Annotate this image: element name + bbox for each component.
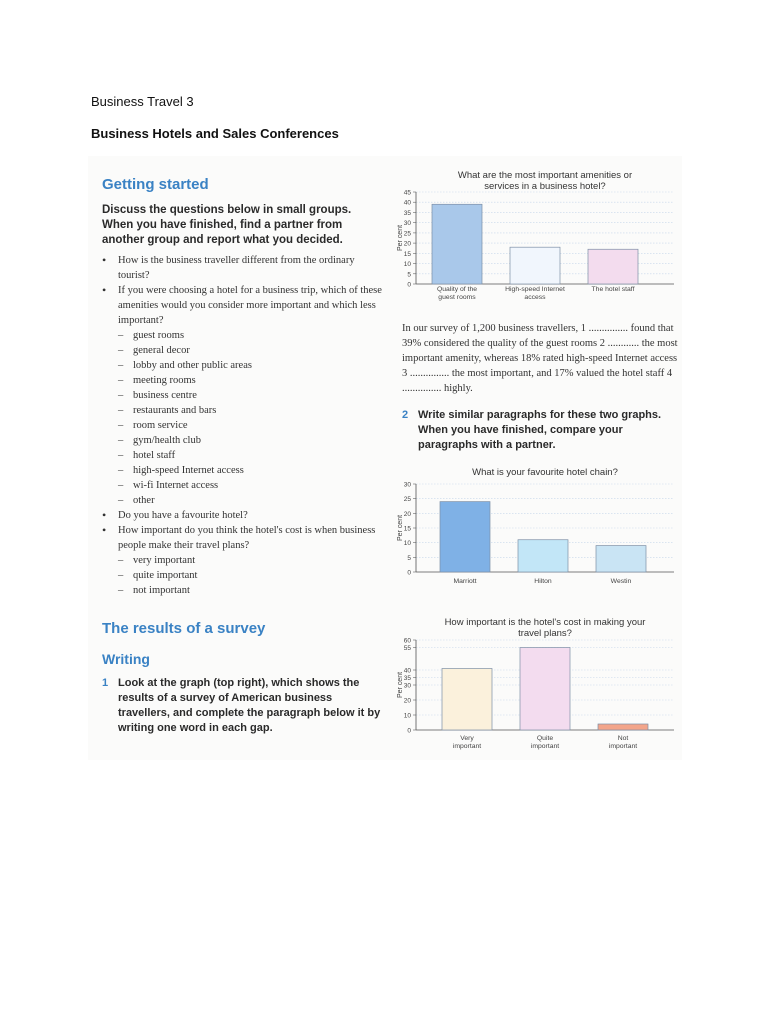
y-tick-label: 30 [403, 481, 411, 489]
question-item: • How is the business traveller different from the ordinary tourist? [102, 253, 384, 283]
category-label: Westin [610, 578, 632, 585]
bar [596, 546, 646, 572]
bar [520, 648, 570, 731]
y-tick-label: 60 [403, 637, 411, 645]
y-axis-label: Per cent [397, 671, 404, 699]
task-number: 1 [102, 677, 109, 689]
amenity-item: – high-speed Internet access [118, 463, 384, 478]
amenity-item: – gym/health club [118, 433, 384, 448]
chart-3-title: How important is the hotel's cost in making your travel plans? [444, 617, 646, 639]
y-tick-label: 30 [403, 220, 411, 228]
y-tick-label: 15 [403, 250, 411, 258]
y-tick-label: 40 [403, 199, 411, 207]
results-heading: The results of a survey [102, 620, 266, 637]
category-label: Very important [452, 735, 482, 750]
amenity-item: – general decor [118, 343, 384, 358]
category-label: Marriott [453, 578, 477, 585]
chart-hotel-chain [392, 480, 682, 590]
category-label: Quality of the guest rooms [436, 286, 478, 301]
question-list [102, 253, 384, 598]
y-tick-label: 0 [407, 569, 411, 577]
chart-amenities [392, 188, 682, 306]
y-tick-label: 25 [403, 230, 411, 238]
category-label: High-speed Internet access [505, 286, 565, 301]
question-item: • Do you have a favourite hotel? [102, 508, 384, 523]
category-label: Not important [608, 735, 638, 750]
amenity-item: – guest rooms [118, 328, 384, 343]
amenity-item: – other [118, 493, 384, 508]
y-tick-label: 0 [407, 281, 411, 289]
bar [440, 502, 490, 572]
bar [510, 247, 560, 284]
category-label: The hotel staff [591, 286, 635, 293]
y-tick-label: 45 [403, 189, 411, 197]
y-tick-label: 35 [403, 209, 411, 217]
y-axis-label: Per cent [397, 224, 404, 252]
y-tick-label: 30 [403, 682, 411, 690]
intro-instructions: Discuss the questions below in small groups. When you have finished, find a partner from another group and report what you decided. [102, 204, 352, 246]
chart-1-title: What are the most important amenities or services in a business hotel? [457, 170, 633, 192]
y-tick-label: 10 [403, 712, 411, 720]
bar [518, 540, 568, 572]
chart-2-title: What is your favourite hotel chain? [472, 467, 618, 478]
task-number: 2 [402, 409, 409, 421]
amenity-list [118, 328, 384, 508]
task-1-text: Look at the graph (top right), which shows the results of a survey of American business travellers, and complete the paragraph below it by writing one word in each gap. [118, 677, 381, 734]
importance-list [118, 553, 384, 598]
task-2-text: Write similar paragraphs for these two graphs. When you have finished, compare your paragraphs with a partner. [418, 409, 662, 451]
amenity-item: – wi-fi Internet access [118, 478, 384, 493]
y-tick-label: 40 [403, 667, 411, 675]
bar [588, 249, 638, 284]
category-label: Quite important [530, 735, 560, 750]
question-item: • How important do you think the hotel's cost is when business people make their travel plans? – very important – quite important – not important [102, 523, 384, 598]
bar [598, 724, 648, 730]
y-tick-label: 15 [403, 525, 411, 533]
y-tick-label: 20 [403, 697, 411, 705]
document-title: Business Travel 3 [91, 94, 194, 109]
y-tick-label: 5 [407, 271, 411, 279]
category-label: Hilton [534, 578, 552, 585]
document-subtitle: Business Hotels and Sales Conferences [91, 126, 339, 141]
writing-heading: Writing [102, 651, 150, 667]
y-axis-label: Per cent [397, 514, 404, 542]
survey-paragraph: In our survey of 1,200 business travellers, 1 ............... found that 39% considered the quality of the guest rooms 2 ............ the most important amenity, whereas 18% rated high-speed Internet access 3 ............... the most important, and 17% valued the hotel staff 4 ............... highly. [402, 323, 678, 394]
importance-item: – very important [118, 553, 384, 568]
y-tick-label: 35 [403, 675, 411, 682]
getting-started-heading: Getting started [102, 176, 209, 193]
amenity-item: – restaurants and bars [118, 403, 384, 418]
y-tick-label: 10 [403, 261, 411, 269]
y-tick-label: 10 [403, 540, 411, 548]
y-tick-label: 55 [403, 645, 411, 652]
question-item: • If you were choosing a hotel for a business trip, which of these amenities would you consider more important and which less important? – guest rooms – general decor – lobby and other public areas – meeting rooms – business centre – restaurants and bars – room service – gym/health club – hotel staff – high-speed Internet access – wi-fi Internet access – other [102, 283, 384, 508]
amenity-item: – hotel staff [118, 448, 384, 463]
amenity-item: – meeting rooms [118, 373, 384, 388]
y-tick-label: 25 [403, 496, 411, 504]
y-tick-label: 20 [403, 510, 411, 518]
bar [432, 204, 482, 284]
left-column [102, 176, 384, 598]
y-tick-label: 20 [403, 240, 411, 248]
importance-item: – quite important [118, 568, 384, 583]
y-tick-label: 5 [407, 554, 411, 562]
bar [442, 669, 492, 731]
amenity-item: – lobby and other public areas [118, 358, 384, 373]
chart-hotel-cost [392, 636, 682, 758]
importance-item: – not important [118, 583, 384, 598]
task-1 [102, 676, 382, 736]
y-tick-label: 0 [407, 727, 411, 735]
task-2 [402, 408, 680, 453]
amenity-item: – room service [118, 418, 384, 433]
amenity-item: – business centre [118, 388, 384, 403]
